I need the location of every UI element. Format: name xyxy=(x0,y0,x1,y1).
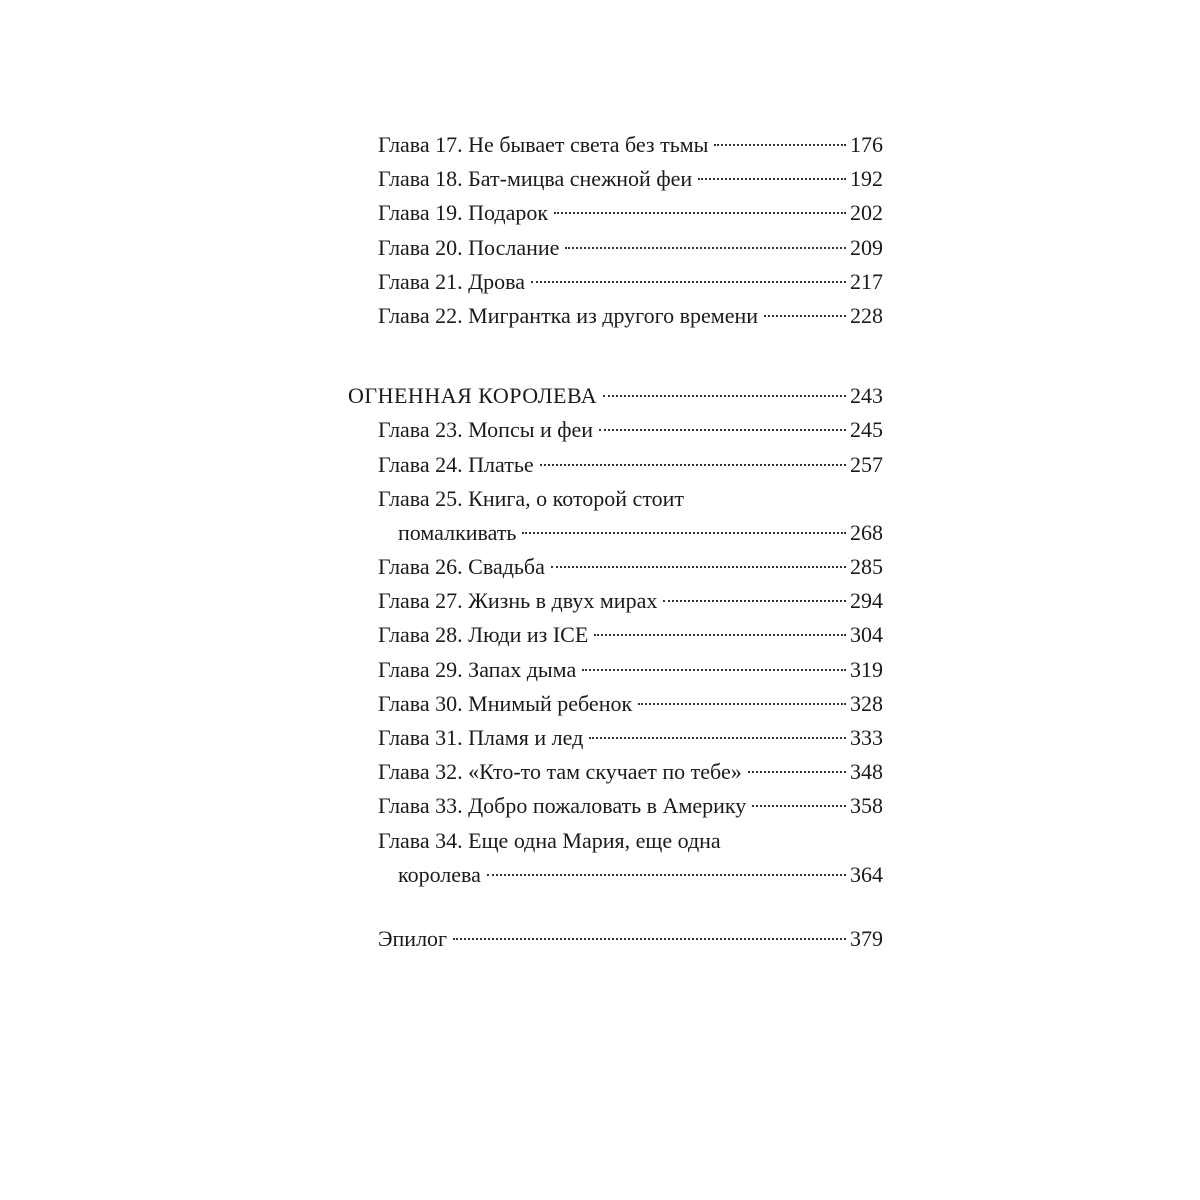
toc-entry xyxy=(348,550,883,584)
entry-title: Глава 17. Не бывает света без тьмы xyxy=(378,132,709,157)
section-spacer xyxy=(348,892,883,922)
dot-leader xyxy=(594,633,846,636)
toc-part-heading xyxy=(348,379,883,413)
entry-title: Глава 24. Платье xyxy=(378,451,534,477)
table-of-contents xyxy=(348,128,883,956)
dot-leader xyxy=(565,246,846,249)
entry-title: Глава 22. Мигрантка из другого времени xyxy=(378,302,759,328)
entry-title: Глава 29. Запах дыма xyxy=(378,656,577,682)
part-title: ОГНЕННАЯ КОРОЛЕВА xyxy=(348,383,598,409)
entry-page: 333 xyxy=(850,725,883,750)
entry-title: Глава 20. Послание xyxy=(378,234,560,260)
entry-page: 304 xyxy=(850,622,883,648)
entry-title: Глава 27. Жизнь в двух мирах xyxy=(378,588,658,614)
toc-entry xyxy=(348,413,883,447)
entry-title: Глава 32. «Кто-то там скучает по тебе» xyxy=(378,759,742,785)
toc-entry xyxy=(348,196,883,230)
dot-leader xyxy=(531,280,846,283)
toc-entry xyxy=(348,687,883,721)
entry-page: 176 xyxy=(850,132,883,157)
dot-leader xyxy=(764,314,846,317)
dot-leader xyxy=(551,565,846,568)
entry-page: 217 xyxy=(850,268,883,294)
dot-leader xyxy=(582,668,846,671)
entry-page: 348 xyxy=(850,759,883,785)
entry-title: Глава 18. Бат-мицва снежной феи xyxy=(378,166,693,192)
entry-title: Глава 28. Люди из ICE xyxy=(378,622,589,648)
entry-page: 328 xyxy=(850,690,883,716)
dot-leader xyxy=(522,531,846,534)
dot-leader xyxy=(714,143,846,146)
entry-page: 202 xyxy=(850,200,883,226)
section-spacer xyxy=(348,333,883,379)
toc-entry xyxy=(348,128,883,162)
toc-entry-continuation xyxy=(348,858,883,892)
dot-leader xyxy=(589,736,846,739)
toc-entry xyxy=(348,299,883,333)
entry-title: Глава 21. Дрова xyxy=(378,268,526,294)
toc-entry xyxy=(348,789,883,823)
toc-entry-continuation xyxy=(348,516,883,550)
dot-leader xyxy=(638,702,846,705)
dot-leader xyxy=(540,463,846,466)
epilogue-title: Эпилог xyxy=(378,925,448,951)
entry-page: 257 xyxy=(850,451,883,477)
entry-title: Глава 31. Пламя и лед xyxy=(378,725,584,750)
part-page: 243 xyxy=(850,383,883,409)
entry-title: Глава 23. Мопсы и феи xyxy=(378,417,594,443)
toc-entry-first-line xyxy=(348,482,883,516)
entry-page: 364 xyxy=(850,861,883,887)
entry-title-continuation: помалкивать xyxy=(398,519,517,545)
toc-entry-first-line xyxy=(348,824,883,858)
entry-title-continuation: королева xyxy=(398,861,481,887)
entry-page: 192 xyxy=(850,166,883,192)
toc-entry xyxy=(348,448,883,482)
epilogue-page: 379 xyxy=(850,925,883,951)
entry-title: Глава 34. Еще одна Мария, еще одна xyxy=(378,827,721,853)
entry-page: 358 xyxy=(850,793,883,819)
entry-page: 245 xyxy=(850,417,883,443)
entry-page: 294 xyxy=(850,588,883,614)
entry-page: 228 xyxy=(850,302,883,328)
dot-leader xyxy=(599,428,846,431)
toc-entry xyxy=(348,653,883,687)
entry-title: Глава 33. Добро пожаловать в Америку xyxy=(378,793,747,819)
toc-entry xyxy=(348,721,883,755)
dot-leader xyxy=(453,937,846,940)
entry-title: Глава 30. Мнимый ребенок xyxy=(378,690,633,716)
dot-leader xyxy=(698,177,846,180)
dot-leader xyxy=(603,394,846,397)
entry-title: Глава 26. Свадьба xyxy=(378,554,545,580)
dot-leader xyxy=(748,770,846,773)
toc-entry xyxy=(348,755,883,789)
dot-leader xyxy=(752,804,846,807)
entry-page: 268 xyxy=(850,519,883,545)
toc-entry xyxy=(348,265,883,299)
toc-entry xyxy=(348,584,883,618)
toc-entry xyxy=(348,231,883,265)
toc-epilogue xyxy=(348,922,883,956)
entry-page: 319 xyxy=(850,656,883,682)
entry-page: 285 xyxy=(850,554,883,580)
entry-title: Глава 19. Подарок xyxy=(378,200,549,226)
dot-leader xyxy=(663,599,846,602)
entry-page: 209 xyxy=(850,234,883,260)
dot-leader xyxy=(487,873,846,876)
entry-title: Глава 25. Книга, о которой стоит xyxy=(378,485,685,511)
dot-leader xyxy=(554,211,846,214)
toc-entry xyxy=(348,162,883,196)
toc-entry xyxy=(348,618,883,652)
